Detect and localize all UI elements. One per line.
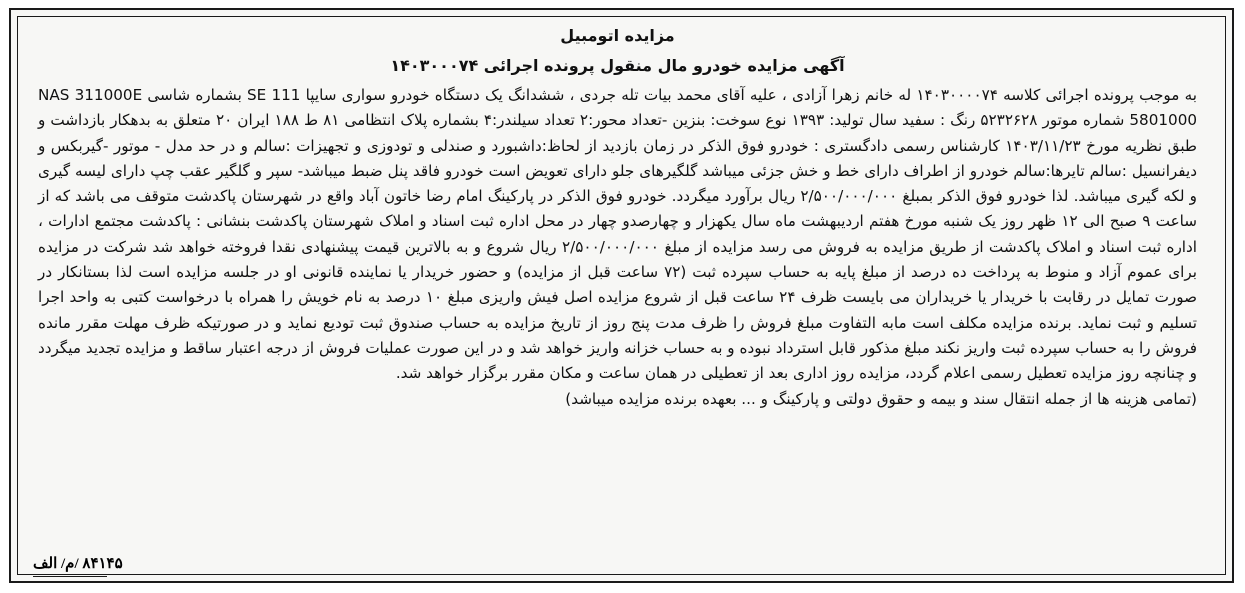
notice-title: مزایده اتومبیل [560,26,675,45]
notice-frame [9,8,1234,583]
notice-closing: (تمامی هزینه ها از جمله انتقال سند و بیمه و حقوق دولتی و پارکینگ و ... بعهده برنده مزایده میباشد) [565,389,1197,408]
notice-body: به موجب پرونده اجرائی کلاسه ۱۴۰۳۰۰۰۰۷۴ له خانم زهرا آزادی ، علیه آقای محمد بیات تله جردی ، ششدانگ یک دستگاه خودرو سواری سایپا SE 111 بشماره شاسی NAS 311000E 5801000 شماره موتور ۵۲۳۲۶۲۸ رنگ : سفید سال تولید: ۱۳۹۳ نوع سوخت: بنزین -تعداد محور:۲ تعداد سیلندر:۴ بشماره پلاک انتظامی ۸۱ ط ۱۸۸ ایران ۲۰ متعلق به بدهکار بازداشت و طبق نظریه مورخ ۱۴۰۳/۱۱/۲۳ کارشناس رسمی دادگستری : خودرو فوق الذکر در زمان بازدید از لحاظ:داشبورد و صندلی و تودوزی و تجهیزات :سالم و در حد مدل - موتور -گیربکس و دیفرانسیل :سالم تایرها:سالم خودرو از اطراف دارای خط و خش جزئی میباشد گلگیرهای جلو دارای تعویض است خودرو فاقد پنل ضبط میباشد- سپر و گلگیر عقب چپ دارای لیسه گیری و لکه گیری میباشد. لذا خودرو فوق الذکر بمبلغ ۲/۵۰۰/۰۰۰/۰۰۰ ریال برآورد میگردد. خودرو فوق الذکر در پارکینگ امام رضا خاتون آباد واقع در شهرستان پاکدشت متوقف می باشد که از ساعت ۹ صبح الی ۱۲ ظهر روز یک شنبه مورخ هفتم اردیبهشت ماه سال یکهزار و چهارصدو چهار در محل اداره ثبت اسناد و املاک شهرستان پاکدشت بنشانی : پاکدشت مجتمع ادارات ، اداره ثبت اسناد و املاک پاکدشت از طریق مزایده به فروش می رسد مزایده از مبلغ ۲/۵۰۰/۰۰۰/۰۰۰ ریال شروع و به بالاترین قیمت پیشنهادی نقدا فروخته خواهد شد شرکت در مزایده برای عموم آزاد و منوط به پرداخت ده درصد از مبلغ پایه به حساب سپرده ثبت (۷۲ ساعت قبل از مزایده) و حضور خریدار یا نماینده قانونی او در جلسه مزایده است لذا بستانکار در صورت تمایل در رقابت با خریدار یا خریداران می بایست ظرف ۲۴ ساعت قبل از شروع مزایده اصل فیش واریزی مبلغ ۱۰ درصد به نام خویش را همراه با درخواست کتبی به واحد اجرا تسلیم و ثبت نماید. برنده مزایده مکلف است مابه التفاوت مبلغ فروش را ظرف مدت پنج روز از تاریخ مزایده به حساب صندوق ثبت تودیع نماید و در صورتیکه ظرف مهلت مقرر مانده فروش را به حساب سپرده ثبت واریز نکند مبلغ مذکور قابل استرداد نبوده و به حساب خزانه واریز خواهد شد و در این صورت عملیات فروش از درجه اعتبار ساقط و مزایده تجدید میگردد و چنانچه روز مزایده تعطیل رسمی اعلام گردد، مزایده روز اداری بعد از تعطیلی در همان ساعت و مکان مقرر برگزار خواهد شد. [38,86,1198,383]
reference-underline [33,576,107,577]
notice-content [17,16,1226,575]
notice-reference-number: ۸۴۱۴۵ /م/ الف [33,556,123,572]
notice-subtitle: آگهی مزایده خودرو مال منقول پرونده اجرائی ۱۴۰۳۰۰۰۷۴ [390,56,845,75]
